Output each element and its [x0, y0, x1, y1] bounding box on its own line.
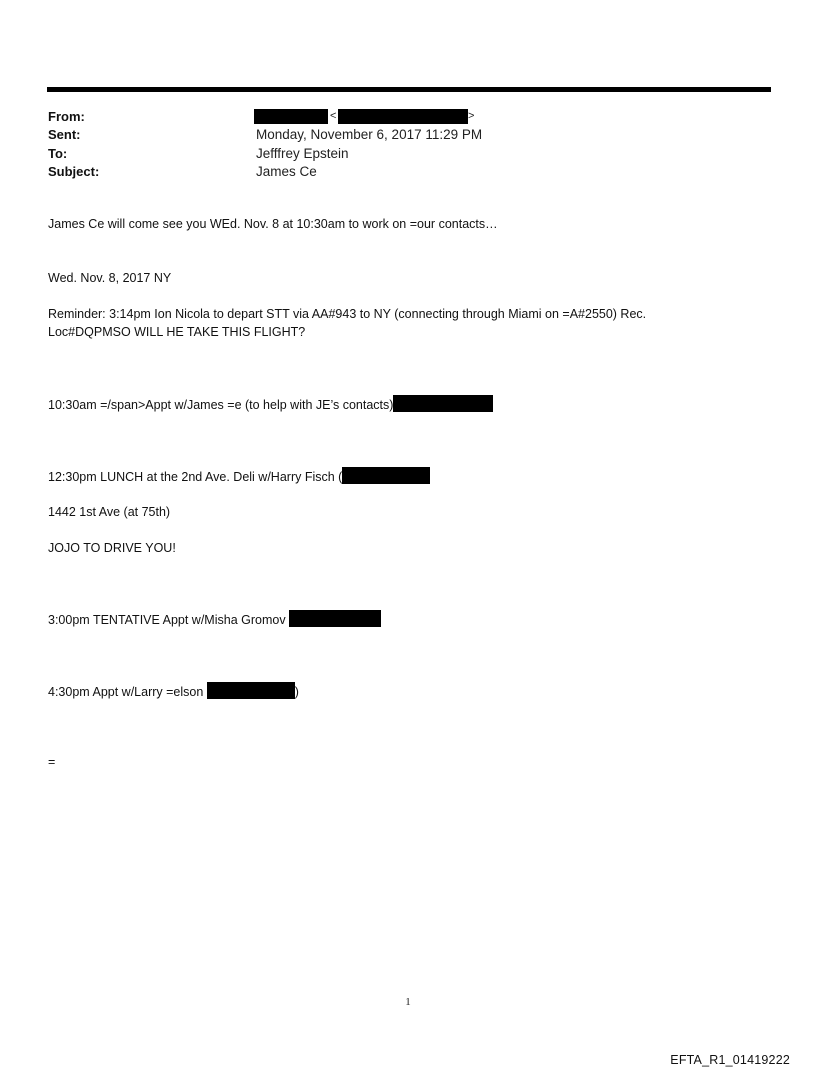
body-driver-note: JOJO TO DRIVE YOU! [48, 541, 176, 555]
redaction-larry-contact [207, 682, 295, 699]
from-close-bracket: > [468, 110, 475, 122]
body-intro: James Ce will come see you WEd. Nov. 8 at 10:30am to work on =our contacts… [48, 217, 498, 231]
body-reminder-line-1: Reminder: 3:14pm Ion Nicola to depart STT via AA#943 to NY (connecting through Miami on =A#2550) Rec. [48, 307, 647, 321]
body-appt-james [48, 395, 493, 414]
header-divider [47, 87, 771, 92]
from-label: From: [48, 109, 85, 124]
body-appt-misha-text: 3:00pm TENTATIVE Appt w/Misha Gromov [48, 613, 286, 627]
page-number: 1 [405, 996, 411, 1008]
body-lunch-text: 12:30pm LUNCH at the 2nd Ave. Deli w/Harry Fisch ( [48, 470, 343, 484]
body-trailing-char: = [48, 755, 56, 769]
body-appt-misha [48, 610, 381, 629]
body-date-heading: Wed. Nov. 8, 2017 NY [48, 271, 172, 285]
from-value [254, 108, 484, 124]
body-appt-james-text: 10:30am =/span>Appt w/James =e (to help with JE’s contacts) [48, 398, 394, 412]
body-reminder-line-2: Loc#DQPMSO WILL HE TAKE THIS FLIGHT? [48, 325, 306, 339]
to-label: To: [48, 146, 68, 161]
body-appt-larry-text: 4:30pm Appt w/Larry =elson [48, 685, 204, 699]
subject-value: James Ce [256, 164, 317, 179]
redaction-contact [393, 395, 493, 412]
redaction-sender-email [338, 109, 468, 124]
body-appt-larry [48, 682, 299, 701]
sent-label: Sent: [48, 127, 81, 142]
body-appt-larry-close: ) [294, 685, 299, 699]
from-open-bracket: < [330, 110, 337, 122]
body-address: 1442 1st Ave (at 75th) [48, 505, 171, 519]
document-id: EFTA_R1_01419222 [670, 1053, 790, 1067]
redaction-lunch-contact [342, 467, 430, 484]
to-value: Jefffrey Epstein [256, 146, 349, 161]
body-lunch [48, 467, 430, 486]
redaction-sender-name [254, 109, 328, 124]
sent-value: Monday, November 6, 2017 11:29 PM [256, 127, 483, 142]
subject-label: Subject: [48, 164, 100, 179]
redaction-misha-contact [289, 610, 381, 627]
